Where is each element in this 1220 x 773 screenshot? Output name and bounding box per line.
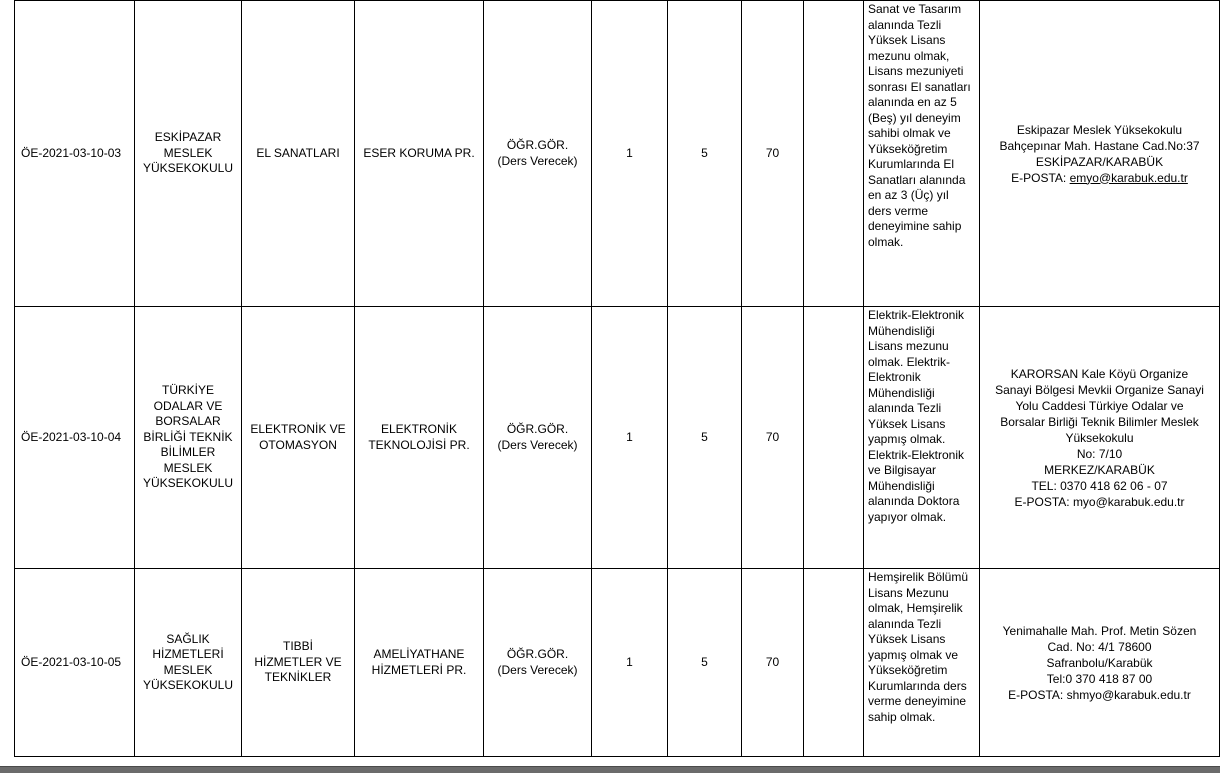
department-cell xyxy=(242,307,355,569)
requirement-line: olmak. Elektrik- xyxy=(868,354,951,369)
unit-line: YÜKSEKOKULU xyxy=(142,476,234,491)
program-line: TEKNOLOJİSİ PR. xyxy=(368,437,470,452)
requirement-line: Yüksek Lisans xyxy=(868,632,946,646)
requirement-line: mezunu olmak, xyxy=(868,48,950,63)
ales-cell: 70 xyxy=(742,1,804,307)
address-line: E-POSTA: myo@karabuk.edu.tr xyxy=(1014,494,1185,509)
address-line: No: 7/10 xyxy=(1076,446,1123,461)
address-cell xyxy=(980,307,1220,569)
address-line: Yolu Caddesi Türkiye Odalar ve xyxy=(1015,398,1184,413)
requirement-line: sahibi olmak ve xyxy=(868,126,951,140)
requirement-line: Lisans mezunu xyxy=(868,339,949,353)
requirement-line: alanında Doktora xyxy=(868,494,960,508)
extra-cell xyxy=(804,1,864,307)
table-row xyxy=(15,569,1220,757)
address-line: Cad. No: 4/1 78600 xyxy=(1047,639,1152,654)
unit-cell xyxy=(135,1,242,307)
requirement-line: alanında Tezli xyxy=(868,616,942,631)
department-line: TIBBİ xyxy=(282,639,313,654)
requirement-line: deneyimine sahip xyxy=(868,219,962,233)
requirement-line: Sanat ve Tasarım xyxy=(868,2,962,16)
program-line: HİZMETLERİ PR. xyxy=(371,662,467,677)
department-cell xyxy=(242,569,355,757)
title-line: (Ders Verecek) xyxy=(497,153,578,168)
department-line: HİZMETLER VE xyxy=(254,654,342,669)
address-line: Safranbolu/Karabük xyxy=(1046,655,1153,670)
requirement-line: Sanatları alanında xyxy=(868,172,966,187)
requirement-line: Kurumlarında El xyxy=(868,157,955,171)
title-line: ÖĞR.GÖR. xyxy=(506,422,569,436)
program-cell xyxy=(355,1,484,307)
requirement-line: Mühendisliği xyxy=(868,385,935,400)
department-cell xyxy=(242,1,355,307)
ales-cell: 70 xyxy=(742,307,804,569)
unit-line: YÜKSEKOKULU xyxy=(142,161,234,176)
requirement-line: sahip olmak. xyxy=(868,709,936,724)
requirement-line: Lisans Mezunu xyxy=(868,585,949,600)
address-line: Tel:0 370 418 87 00 xyxy=(1046,671,1153,686)
requirement-line: Lisans mezuniyeti xyxy=(868,64,964,78)
requirement-line: ders verme xyxy=(868,203,929,218)
requirement-line: Elektronik xyxy=(868,370,921,384)
title-line: (Ders Verecek) xyxy=(497,437,578,452)
unit-line: ODALAR VE xyxy=(153,398,223,413)
requirements-cell xyxy=(864,569,980,757)
address-line: Yüksekokulu xyxy=(1065,430,1134,445)
title-line: ÖĞR.GÖR. xyxy=(506,647,569,661)
requirement-line: Yüksek Lisans xyxy=(868,33,946,47)
positions-table xyxy=(14,0,1220,757)
department-line: TEKNİKLER xyxy=(264,670,332,685)
address-line: E-POSTA: shmyo@karabuk.edu.tr xyxy=(1008,687,1191,702)
address-cell xyxy=(980,1,1220,307)
unit-line: TÜRKİYE xyxy=(161,383,214,398)
unit-line: MESLEK xyxy=(163,662,213,677)
extra-cell xyxy=(804,307,864,569)
unit-line: HİZMETLERİ xyxy=(152,647,224,661)
requirements-cell xyxy=(864,307,980,569)
requirement-line: olmak, Hemşirelik xyxy=(868,601,963,615)
position-code: ÖE-2021-03-10-04 xyxy=(15,307,135,569)
title-cell xyxy=(484,307,592,569)
unit-line: ESKİPAZAR xyxy=(154,130,222,145)
title-cell xyxy=(484,1,592,307)
requirement-line: alanında Tezli xyxy=(868,17,942,32)
unit-line: MESLEK xyxy=(163,145,213,160)
program-cell xyxy=(355,569,484,757)
address-line: KARORSAN Kale Köyü Organize xyxy=(1010,366,1189,381)
table-row xyxy=(15,307,1220,569)
unit-line: MESLEK xyxy=(163,460,213,475)
requirements-cell xyxy=(864,1,980,307)
requirement-line: sonrası El sanatları xyxy=(868,79,971,94)
program-line: AMELİYATHANE xyxy=(373,647,465,661)
requirement-line: yapmış olmak. xyxy=(868,432,946,446)
program-cell xyxy=(355,307,484,569)
department-line: OTOMASYON xyxy=(259,437,337,452)
requirement-line: Hemşirelik Bölümü xyxy=(868,570,969,584)
department-line: ELEKTRONİK VE xyxy=(250,422,346,436)
email-line xyxy=(983,170,1216,186)
requirement-line: Yükseköğretim xyxy=(868,663,948,677)
count-cell: 1 xyxy=(592,307,668,569)
email-label: E-POSTA: xyxy=(1011,170,1067,185)
address-line: Bahçepınar Mah. Hastane Cad.No:37 xyxy=(999,138,1200,153)
requirement-line: Mühendisliği xyxy=(868,478,935,493)
requirement-line: Elektrik-Elektronik xyxy=(868,308,965,322)
requirement-line: olmak. xyxy=(868,234,904,249)
address-line: Yenimahalle Mah. Prof. Metin Sözen xyxy=(1002,623,1197,638)
address-line: ESKİPAZAR/KARABÜK xyxy=(1035,154,1164,169)
program-line: ESER KORUMA PR. xyxy=(363,145,475,160)
requirement-line: en az 3 (Üç) yıl xyxy=(868,188,949,202)
title-line: ÖĞR.GÖR. xyxy=(506,138,569,152)
requirement-line: yapmış olmak ve xyxy=(868,647,959,662)
address-line: Sanayi Bölgesi Mevkii Organize Sanayi xyxy=(995,382,1204,397)
requirement-line: yapıyor olmak. xyxy=(868,509,947,524)
requirement-line: alanında Tezli xyxy=(868,401,942,415)
unit-line: BORSALAR xyxy=(155,414,221,429)
unit-line: YÜKSEKOKULU xyxy=(142,678,234,692)
extra-cell xyxy=(804,569,864,757)
count-cell: 1 xyxy=(592,569,668,757)
address-line: MERKEZ/KARABÜK xyxy=(1044,462,1155,477)
degree-cell: 5 xyxy=(668,307,742,569)
requirement-line: alanında en az 5 xyxy=(868,95,957,109)
position-code: ÖE-2021-03-10-03 xyxy=(15,1,135,307)
title-cell xyxy=(484,569,592,757)
unit-line: BİLİMLER xyxy=(160,445,216,460)
degree-cell: 5 xyxy=(668,1,742,307)
unit-cell xyxy=(135,569,242,757)
position-code: ÖE-2021-03-10-05 xyxy=(15,569,135,757)
table-row xyxy=(15,1,1220,307)
address-line: Eskipazar Meslek Yüksekokulu xyxy=(1016,122,1183,137)
requirement-line: Kurumlarında ders xyxy=(868,678,967,693)
program-line: ELEKTRONİK xyxy=(380,422,458,436)
unit-cell xyxy=(135,307,242,569)
title-line: (Ders Verecek) xyxy=(497,662,578,677)
requirement-line: (Beş) yıl deneyim xyxy=(868,110,961,125)
address-line: TEL: 0370 418 62 06 - 07 xyxy=(1031,478,1168,493)
address-line: Borsalar Birliği Teknik Bilimler Meslek xyxy=(1000,414,1199,429)
requirement-line: Elektrik-Elektronik xyxy=(868,447,965,462)
requirement-line: ve Bilgisayar xyxy=(868,463,937,477)
requirement-line: Mühendisliği xyxy=(868,323,935,338)
unit-line: SAĞLIK xyxy=(166,631,210,646)
ales-cell: 70 xyxy=(742,569,804,757)
department-line: EL SANATLARI xyxy=(256,145,340,160)
requirement-line: verme deneyimine xyxy=(868,694,967,708)
degree-cell: 5 xyxy=(668,569,742,757)
unit-line: BİRLİĞİ TEKNİK xyxy=(143,429,233,444)
count-cell: 1 xyxy=(592,1,668,307)
email-link[interactable]: emyo@karabuk.edu.tr xyxy=(1069,170,1188,185)
requirement-line: Yükseköğretim xyxy=(868,141,948,156)
requirement-line: Yüksek Lisans xyxy=(868,416,946,431)
address-cell xyxy=(980,569,1220,757)
